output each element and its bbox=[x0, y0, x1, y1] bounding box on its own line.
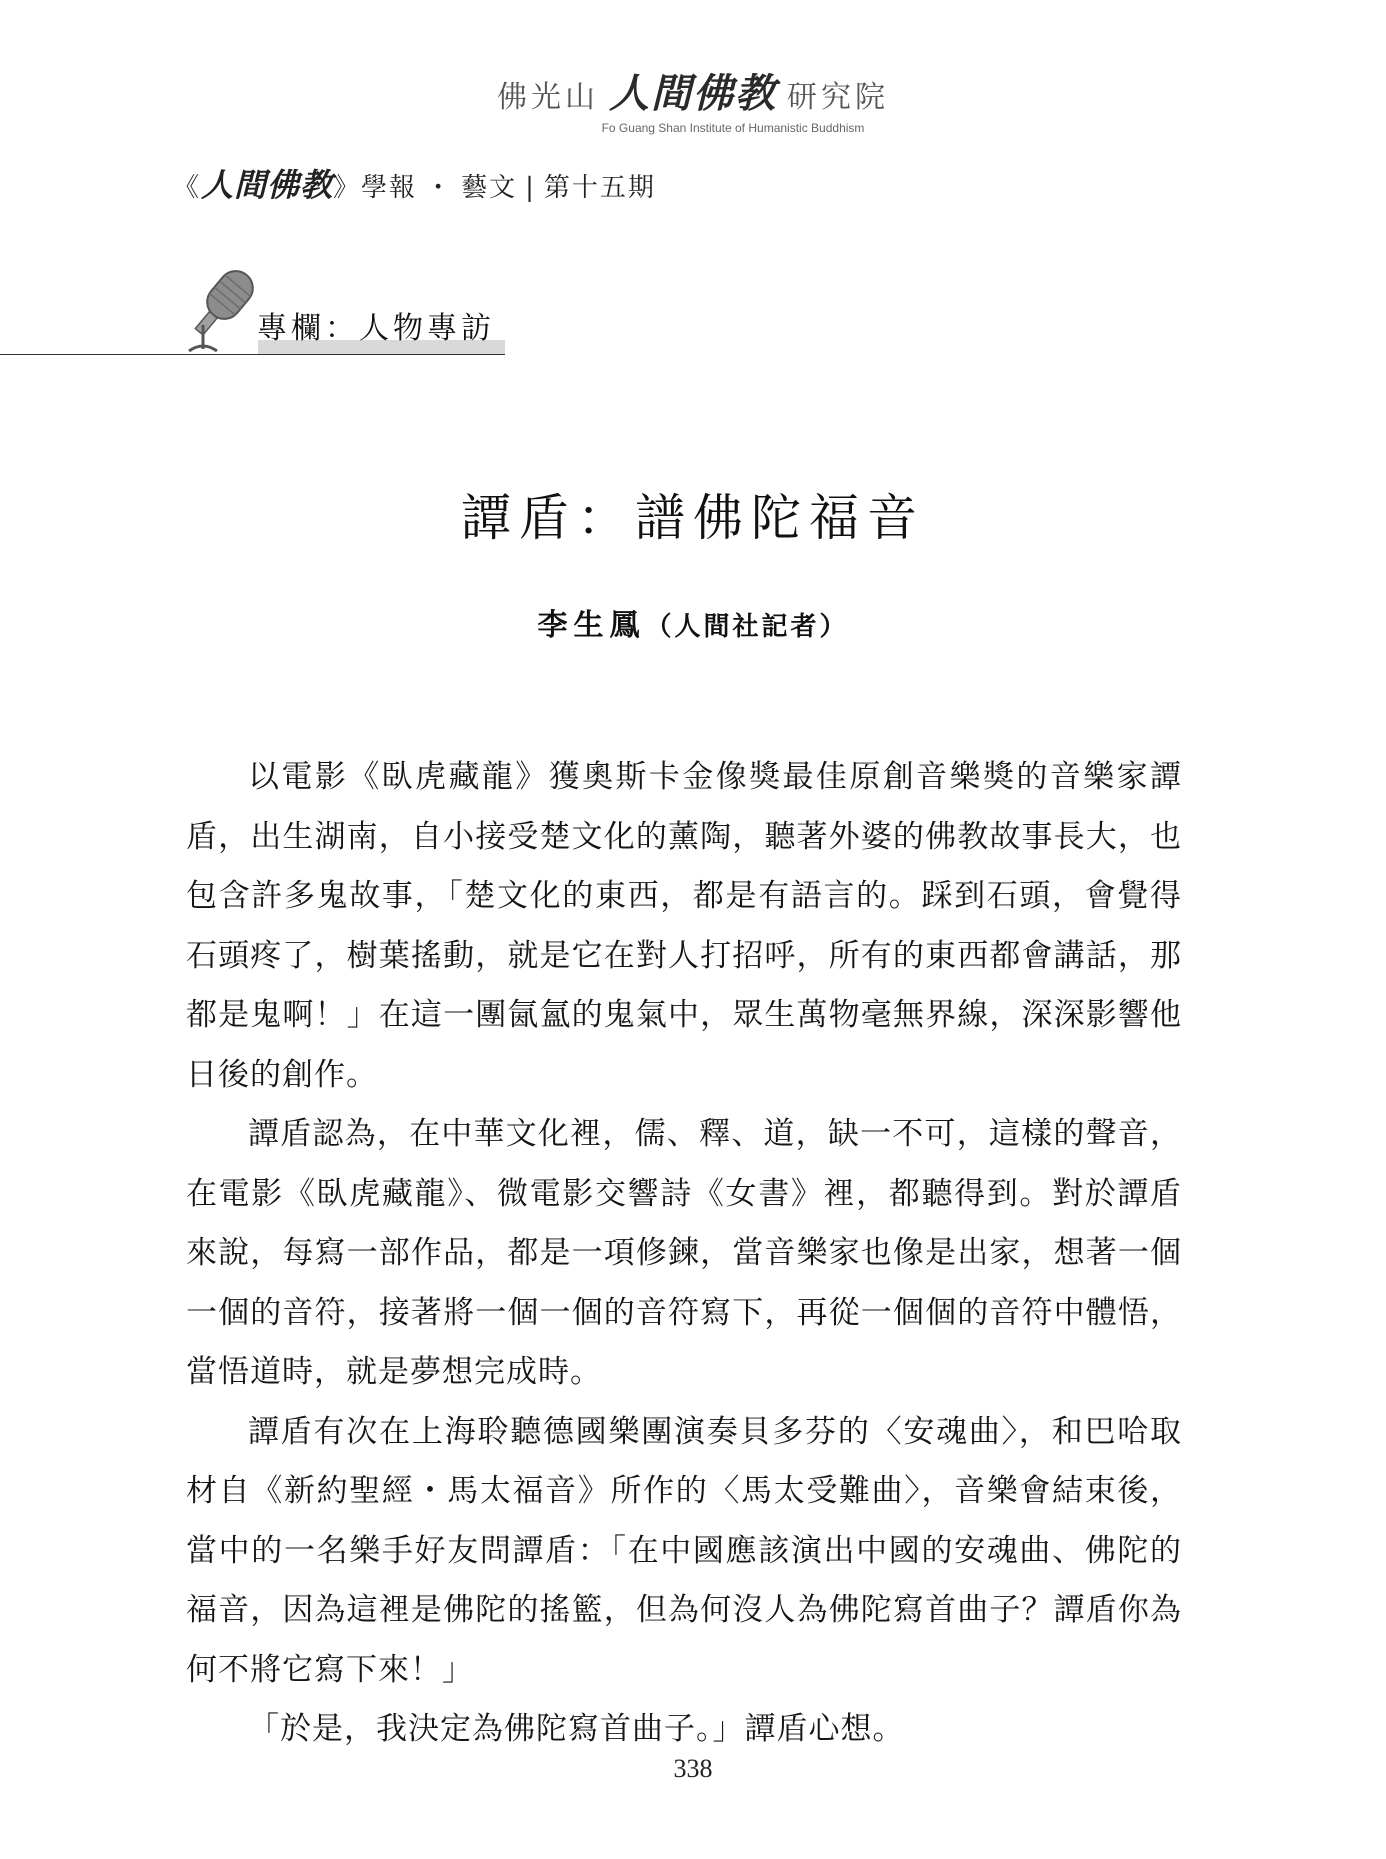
byline bbox=[0, 600, 1386, 644]
journal-open-bracket: 《 bbox=[173, 173, 202, 203]
paragraph: 譚盾認為，在中華文化裡，儒、釋、道，缺一不可，這樣的聲音，在電影《臥虎藏龍》、微電影交響詩《女書》裡，都聽得到。對於譚盾來說，每寫一部作品，都是一項修鍊，當音樂家也像是出家，想著一個一個的音符，接著將一個一個的音符寫下，再從一個個的音符中體悟，當悟道時，就是夢想完成時。 bbox=[186, 1116, 1182, 1390]
institute-header bbox=[0, 62, 1386, 135]
article-body bbox=[186, 748, 1182, 1760]
paragraph: 譚盾有次在上海聆聽德國樂團演奏貝多芬的〈安魂曲〉，和巴哈取材自《新約聖經・馬太福音》所作的〈馬太受難曲〉，音樂會結束後，當中的一名樂手好友問譚盾：「在中國應該演出中國的安魂曲、佛陀的福音，因為這裡是佛陀的搖籃，但為何沒人為佛陀寫首曲子？譚盾你為何不將它寫下來！」 bbox=[186, 1413, 1182, 1688]
column-title: 專欄：人物專訪 bbox=[257, 311, 495, 346]
institute-english-name: Fo Guang Shan Institute of Humanistic Buddhism bbox=[601, 121, 865, 135]
paragraph: 「於是，我決定為佛陀寫首曲子。」譚盾心想。 bbox=[248, 1711, 905, 1747]
institute-prefix: 佛光山 bbox=[497, 80, 599, 115]
author-role: （人間社記者） bbox=[645, 612, 849, 642]
journal-dot: ・ bbox=[425, 173, 454, 203]
journal-issue: 第十五期 bbox=[543, 173, 656, 203]
journal-brand: 人間佛教 bbox=[201, 166, 334, 204]
journal-running-head bbox=[173, 160, 656, 206]
journal-section: 藝文 bbox=[461, 173, 518, 203]
institute-name bbox=[497, 62, 889, 119]
column-badge bbox=[175, 265, 505, 355]
journal-name: 學報 bbox=[361, 173, 418, 203]
page-number: 338 bbox=[673, 1754, 713, 1783]
article-title: 譚盾：譜佛陀福音 bbox=[461, 489, 925, 547]
paragraph: 以電影《臥虎藏龍》獲奧斯卡金像獎最佳原創音樂獎的音樂家譚盾，出生湖南，自小接受楚文化的薰陶，聽著外婆的佛教故事長大，也包含許多鬼故事，「楚文化的東西，都是有語言的。踩到石頭，會覺得石頭疼了，樹葉搖動，就是它在對人打招呼，所有的東西都會講話，那都是鬼啊！」在這一團氤氳的鬼氣中，眾生萬物毫無界線，深深影響他日後的創作。 bbox=[186, 759, 1182, 1093]
author-name: 李生鳳 bbox=[537, 608, 646, 643]
institute-suffix: 研究院 bbox=[787, 80, 889, 115]
journal-divider: | bbox=[525, 173, 536, 203]
journal-close-bracket: 》 bbox=[333, 173, 362, 203]
microphone-icon bbox=[175, 265, 265, 355]
institute-brand-logo: 人間佛教 bbox=[609, 70, 777, 117]
